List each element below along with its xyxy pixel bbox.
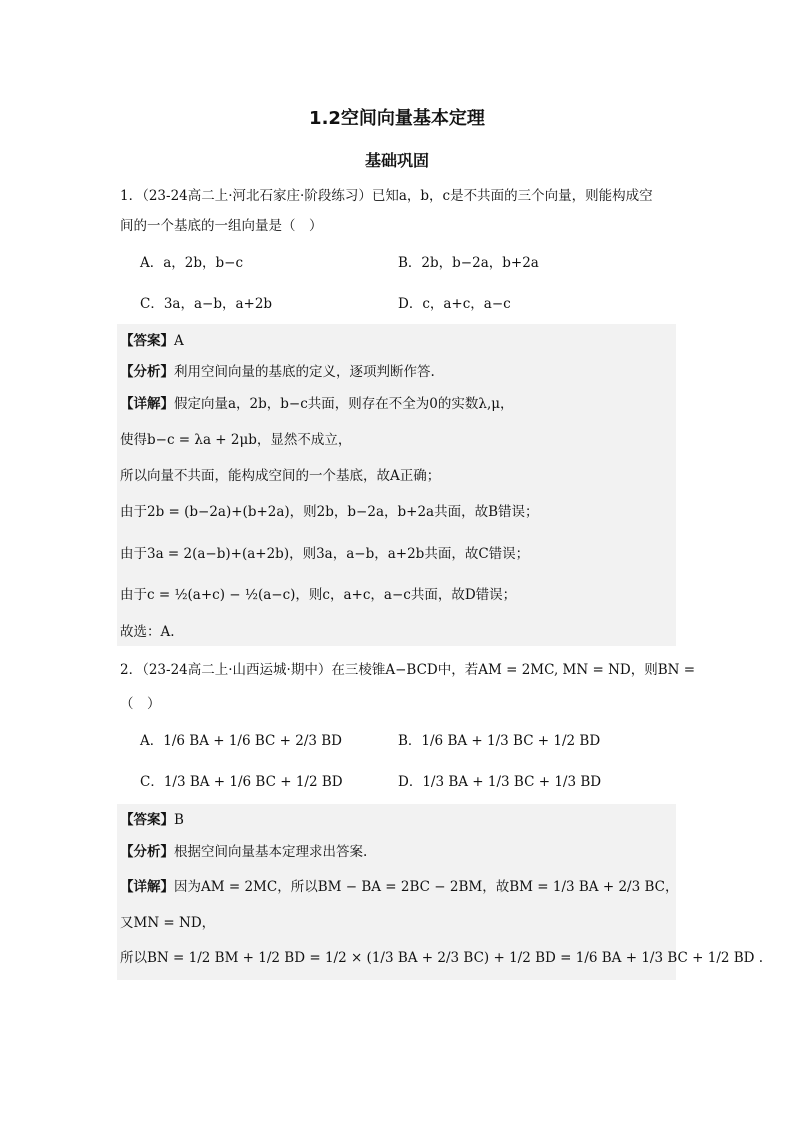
analysis-tag: 【分析】 — [120, 844, 174, 860]
answer-value: B — [174, 812, 184, 828]
page-title: 1.2空间向量基本定理 — [309, 108, 485, 129]
q2-option-a[interactable]: A．1/6 BA + 1/6 BC + 2/3 BD — [140, 733, 343, 749]
section-title: 基础巩固 — [364, 151, 429, 170]
detail-text: 假定向量a，2b，b−c共面，则存在不全为0的实数λ,μ， — [174, 396, 514, 412]
q1-detail-line-2: 使得b−c = λa + 2μb，显然不成立， — [120, 432, 352, 448]
q2-stem-line-2: （ ） — [120, 696, 161, 712]
q1-detail-line-6: 由于c = ½(a+c) − ½(a−c)，则c，a+c，a−c共面，故D错误； — [120, 587, 517, 603]
q2-option-c[interactable]: C．1/3 BA + 1/6 BC + 1/2 BD — [140, 774, 343, 790]
q1-detail-line-5: 由于3a = 2(a−b)+(a+2b)，则3a，a−b，a+2b共面，故C错误； — [120, 546, 530, 562]
q1-detail-line-4: 由于2b = (b−2a)+(b+2a)，则2b，b−2a，b+2a共面，故B错误； — [120, 504, 539, 520]
q2-analysis — [120, 842, 680, 862]
q2-option-d[interactable]: D．1/3 BA + 1/3 BC + 1/3 BD — [398, 774, 602, 790]
analysis-text: 根据空间向量基本定理求出答案. — [174, 844, 368, 860]
detail-tag: 【详解】 — [120, 396, 174, 412]
q1-detail — [120, 394, 680, 414]
q2-detail-line-2: 又MN = ND， — [120, 915, 216, 931]
analysis-text: 利用空间向量的基底的定义，逐项判断作答. — [174, 364, 435, 380]
answer-value: A — [174, 333, 184, 349]
q1-answer — [120, 331, 680, 351]
analysis-tag: 【分析】 — [120, 364, 174, 380]
q1-option-d[interactable]: D．c，a+c，a−c — [398, 296, 511, 312]
q2-answer — [120, 810, 680, 830]
q2-detail-line-3: 所以BN = 1/2 BM + 1/2 BD = 1/2 × (1/3 BA + 2/3 BC) + 1/2 BD = 1/6 BA + 1/3 BC + 1/2 BD . — [120, 950, 764, 966]
answer-tag: 【答案】 — [120, 812, 174, 828]
detail-tag: 【详解】 — [120, 879, 174, 895]
q1-option-b[interactable]: B．2b，b−2a，b+2a — [398, 255, 539, 271]
q2-option-b[interactable]: B．1/6 BA + 1/3 BC + 1/2 BD — [398, 733, 601, 749]
q1-detail-line-3: 所以向量不共面，能构成空间的一个基底，故A正确； — [120, 468, 441, 484]
q2-detail — [120, 877, 680, 897]
answer-tag: 【答案】 — [120, 333, 174, 349]
q2-stem-line-1: 2．（23-24高二上·山西运城·期中）在三棱锥A−BCD中，若AM = 2MC, MN = ND，则BN = — [120, 662, 696, 678]
q1-stem-line-1: 1．（23-24高二上·河北石家庄·阶段练习）已知a，b，c是不共面的三个向量，则能构成空 — [120, 188, 653, 204]
q1-option-c[interactable]: C．3a，a−b，a+2b — [140, 296, 273, 312]
q1-analysis — [120, 362, 680, 382]
q1-stem-line-2: 间的一个基底的一组向量是（ ） — [120, 218, 323, 234]
detail-text: 因为AM = 2MC，所以BM − BA = 2BC − 2BM，故BM = 1/3 BA + 2/3 BC， — [174, 879, 679, 895]
q1-option-a[interactable]: A．a，2b，b−c — [140, 255, 244, 271]
q1-conclusion: 故选：A. — [120, 624, 175, 640]
